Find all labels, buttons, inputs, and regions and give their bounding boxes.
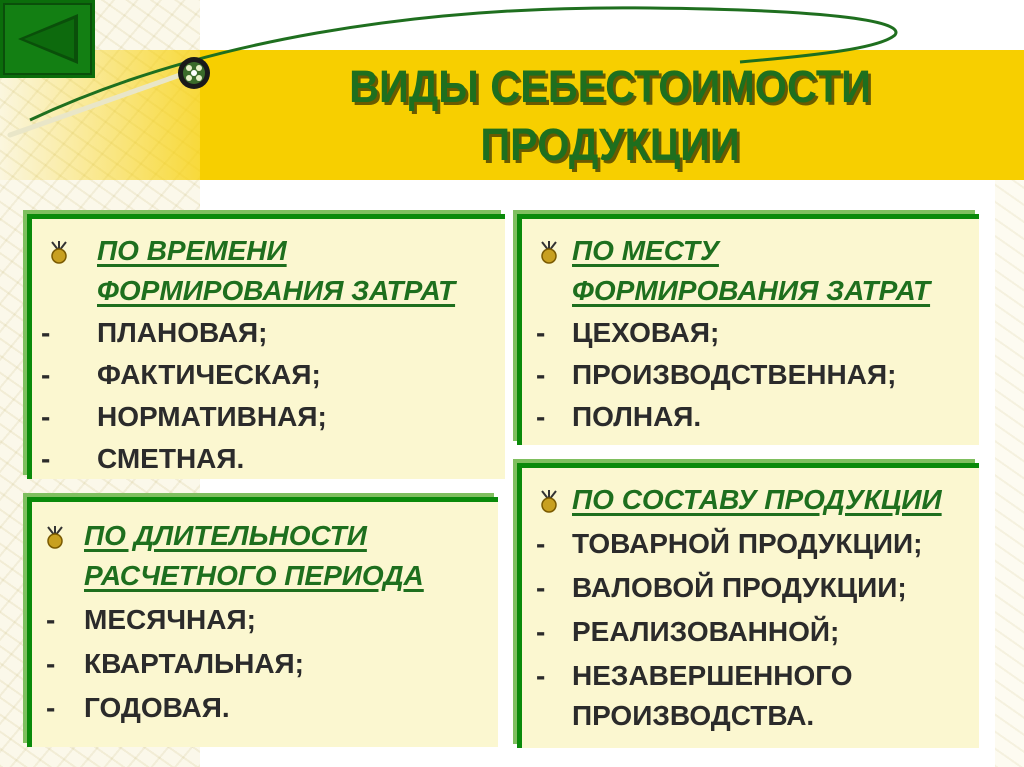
list-item: - ТОВАРНОЙ ПРОДУКЦИИ; bbox=[536, 528, 923, 559]
orbit-node-icon bbox=[177, 56, 211, 90]
card-by-place bbox=[517, 214, 979, 445]
card-by-place-heading-2: ФОРМИРОВАНИЯ ЗАТРАТ bbox=[572, 275, 931, 306]
star-bullet-icon bbox=[536, 239, 562, 265]
list-item: - НЕЗАВЕРШЕННОГО bbox=[536, 660, 853, 691]
list-item: - ФАКТИЧЕСКАЯ; bbox=[41, 359, 321, 390]
star-bullet-icon bbox=[536, 488, 562, 514]
list-item: - СМЕТНАЯ. bbox=[41, 443, 245, 474]
card-by-duration-heading-2: РАСЧЕТНОГО ПЕРИОДА bbox=[84, 560, 424, 591]
card-by-composition-heading: ПО СОСТАВУ ПРОДУКЦИИ bbox=[572, 484, 942, 515]
list-item: - РЕАЛИЗОВАННОЙ; bbox=[536, 616, 840, 647]
background-texture-right bbox=[995, 180, 1024, 767]
triangle-left-icon bbox=[0, 0, 95, 78]
list-item: - МЕСЯЧНАЯ; bbox=[46, 604, 256, 635]
list-item-continuation: ПРОИЗВОДСТВА. bbox=[572, 700, 815, 731]
page-title-line-2: ПРОДУКЦИИ bbox=[480, 119, 740, 170]
back-button[interactable] bbox=[0, 0, 95, 78]
card-by-time-heading-1: ПО ВРЕМЕНИ bbox=[97, 235, 287, 266]
card-by-time bbox=[27, 214, 505, 479]
card-by-composition bbox=[517, 463, 979, 748]
card-by-duration-heading-1: ПО ДЛИТЕЛЬНОСТИ bbox=[84, 520, 367, 551]
card-by-place-heading-1: ПО МЕСТУ bbox=[572, 235, 719, 266]
list-item: - ПРОИЗВОДСТВЕННАЯ; bbox=[536, 359, 897, 390]
card-by-duration bbox=[27, 497, 498, 747]
list-item: - ПЛАНОВАЯ; bbox=[41, 317, 268, 348]
list-item: - КВАРТАЛЬНАЯ; bbox=[46, 648, 305, 679]
list-item: - НОРМАТИВНАЯ; bbox=[41, 401, 327, 432]
page-title-line-1: ВИДЫ СЕБЕСТОИМОСТИ bbox=[349, 61, 871, 112]
list-item: - ВАЛОВОЙ ПРОДУКЦИИ; bbox=[536, 572, 907, 603]
star-bullet-icon bbox=[46, 239, 72, 265]
page-title bbox=[316, 58, 905, 174]
star-bullet-icon bbox=[42, 524, 68, 550]
list-item: - ЦЕХОВАЯ; bbox=[536, 317, 720, 348]
card-by-time-heading-2: ФОРМИРОВАНИЯ ЗАТРАТ bbox=[97, 275, 456, 306]
list-item: - ГОДОВАЯ. bbox=[46, 692, 230, 723]
list-item: - ПОЛНАЯ. bbox=[536, 401, 702, 432]
